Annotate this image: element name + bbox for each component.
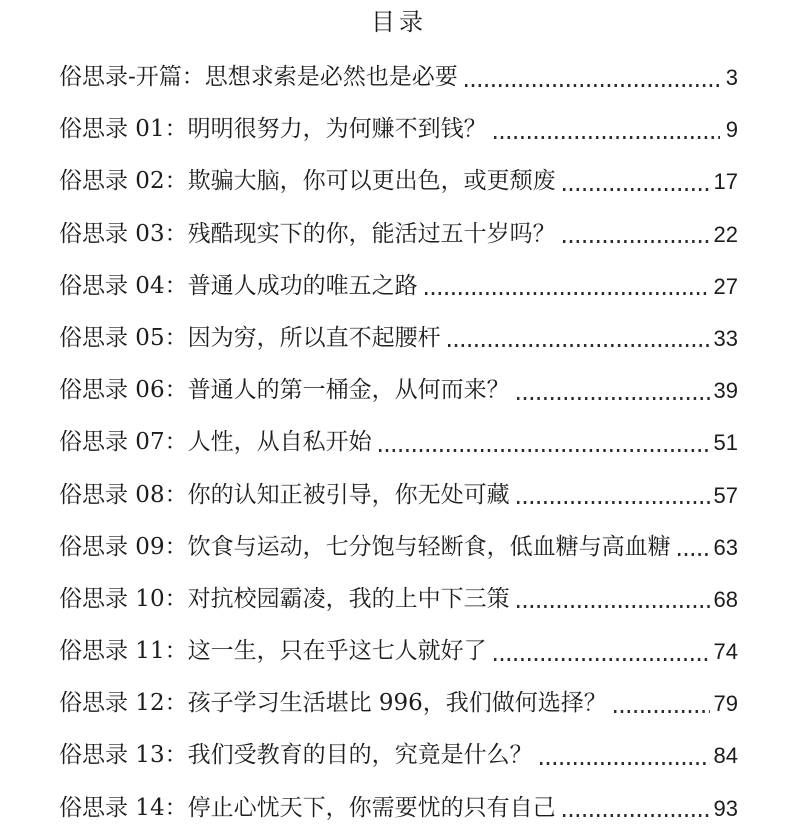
toc-entry-page: 27	[713, 273, 738, 299]
toc-entry[interactable]	[59, 740, 738, 792]
dot-leader	[678, 532, 710, 563]
toc-entry-label: 俗思录 07：人性，从自私开始	[59, 429, 372, 456]
dot-leader	[517, 480, 710, 511]
toc-entry-label: 俗思录 03：残酷现实下的你，能活过五十岁吗？	[59, 220, 556, 247]
toc-entry-label: 俗思录-开篇：思想求索是必然也是必要	[59, 64, 458, 90]
toc-entry-label: 俗思录 10：对抗校园霸凌，我的上中下三策	[59, 585, 510, 612]
dot-leader	[540, 740, 710, 771]
dot-leader	[494, 114, 720, 145]
toc-entry[interactable]	[59, 114, 738, 166]
toc-entry-page: 68	[713, 586, 738, 612]
toc-entry[interactable]	[59, 166, 738, 218]
toc-entry-page: 22	[713, 221, 738, 247]
toc-entry[interactable]	[59, 584, 738, 636]
toc-entry-label: 俗思录 11：这一生，只在乎这七人就好了	[59, 638, 487, 665]
dot-leader	[517, 584, 710, 615]
dot-leader	[614, 688, 710, 719]
toc-entry-label: 俗思录 01：明明很努力，为何赚不到钱？	[59, 116, 487, 143]
toc-entry[interactable]	[59, 62, 738, 114]
toc-entry-page: 3	[725, 65, 738, 90]
dot-leader	[517, 375, 710, 406]
toc-entry-label: 俗思录 12：孩子学习生活堪比 996，我们做何选择？	[59, 690, 607, 717]
toc-entry[interactable]	[59, 427, 738, 479]
toc-entry[interactable]	[59, 271, 738, 323]
toc-entry-page: 63	[713, 534, 738, 560]
toc-entry-label: 俗思录 13：我们受教育的目的，究竟是什么？	[59, 742, 533, 769]
toc-entry-page: 79	[713, 691, 738, 717]
toc-entry[interactable]	[59, 375, 738, 427]
dot-leader	[425, 271, 710, 302]
toc-entry-page: 9	[725, 117, 738, 143]
dot-leader	[465, 62, 720, 93]
toc-entry-label: 俗思录 14：停止心忧天下，你需要忧的只有自己	[59, 794, 556, 821]
dot-leader	[448, 323, 710, 354]
dot-leader	[379, 427, 710, 458]
toc-list	[59, 62, 738, 835]
toc-entry[interactable]	[59, 219, 738, 271]
toc-title: 目录	[371, 8, 427, 36]
toc-entry-page: 93	[713, 795, 738, 821]
toc-entry-label: 俗思录 06：普通人的第一桶金，从何而来？	[59, 377, 510, 404]
toc-entry[interactable]	[59, 636, 738, 688]
toc-entry-label: 俗思录 02：欺骗大脑，你可以更出色，或更颓废	[59, 168, 556, 195]
toc-entry[interactable]	[59, 532, 738, 584]
toc-entry-label: 俗思录 04：普通人成功的唯五之路	[59, 272, 418, 299]
toc-entry[interactable]	[59, 480, 738, 532]
toc-entry-label: 俗思录 05：因为穷，所以直不起腰杆	[59, 324, 441, 351]
toc-entry-label: 俗思录 09：饮食与运动，七分饱与轻断食，低血糖与高血糖	[59, 533, 671, 560]
toc-entry-page: 33	[713, 325, 738, 351]
toc-entry-page: 51	[713, 430, 738, 456]
toc-entry-page: 84	[713, 743, 738, 769]
dot-leader	[494, 636, 710, 667]
toc-entry[interactable]	[59, 323, 738, 375]
toc-entry[interactable]	[59, 688, 738, 740]
toc-entry-page: 17	[713, 169, 738, 195]
dot-leader	[563, 793, 710, 824]
toc-entry-label: 俗思录 08：你的认知正被引导，你无处可藏	[59, 481, 510, 508]
toc-entry-page: 39	[713, 378, 738, 404]
dot-leader	[563, 166, 710, 197]
toc-entry-page: 74	[713, 639, 738, 665]
toc-entry[interactable]	[59, 793, 738, 835]
dot-leader	[563, 219, 710, 250]
toc-entry-page: 57	[713, 482, 738, 508]
